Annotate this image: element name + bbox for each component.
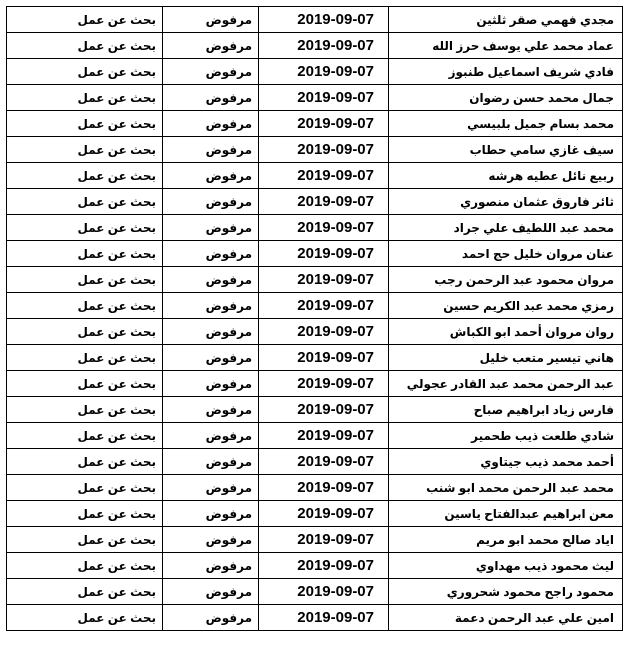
reason-cell: بحث عن عمل — [7, 423, 163, 449]
date-cell: 2019-09-07 — [259, 33, 389, 59]
status-cell: مرفوض — [163, 423, 259, 449]
table-row — [7, 111, 623, 137]
reason-cell: بحث عن عمل — [7, 137, 163, 163]
table-row — [7, 215, 623, 241]
date-cell: 2019-09-07 — [259, 449, 389, 475]
reason-cell: بحث عن عمل — [7, 501, 163, 527]
date-cell: 2019-09-07 — [259, 423, 389, 449]
name-cell: روان مروان أحمد ابو الكباش — [389, 319, 623, 345]
status-cell: مرفوض — [163, 579, 259, 605]
name-cell: سيف غازي سامي حطاب — [389, 137, 623, 163]
table-row — [7, 85, 623, 111]
reason-cell: بحث عن عمل — [7, 371, 163, 397]
status-cell: مرفوض — [163, 345, 259, 371]
table-row — [7, 371, 623, 397]
reason-cell: بحث عن عمل — [7, 553, 163, 579]
date-cell: 2019-09-07 — [259, 475, 389, 501]
table-row — [7, 527, 623, 553]
name-cell: أحمد محمد ذيب جيتاوي — [389, 449, 623, 475]
name-cell: عبد الرحمن محمد عبد القادر عجولي — [389, 371, 623, 397]
table-row — [7, 397, 623, 423]
date-cell: 2019-09-07 — [259, 397, 389, 423]
date-cell: 2019-09-07 — [259, 501, 389, 527]
date-cell: 2019-09-07 — [259, 59, 389, 85]
table-row — [7, 501, 623, 527]
reason-cell: بحث عن عمل — [7, 189, 163, 215]
status-cell: مرفوض — [163, 371, 259, 397]
table-row — [7, 293, 623, 319]
date-cell: 2019-09-07 — [259, 579, 389, 605]
status-cell: مرفوض — [163, 267, 259, 293]
status-cell: مرفوض — [163, 163, 259, 189]
table-row — [7, 423, 623, 449]
status-cell: مرفوض — [163, 449, 259, 475]
reason-cell: بحث عن عمل — [7, 319, 163, 345]
table-body — [7, 7, 623, 631]
reason-cell: بحث عن عمل — [7, 267, 163, 293]
status-cell: مرفوض — [163, 397, 259, 423]
date-cell: 2019-09-07 — [259, 241, 389, 267]
reason-cell: بحث عن عمل — [7, 59, 163, 85]
status-cell: مرفوض — [163, 319, 259, 345]
applicants-table — [6, 6, 623, 631]
reason-cell: بحث عن عمل — [7, 579, 163, 605]
status-cell: مرفوض — [163, 553, 259, 579]
reason-cell: بحث عن عمل — [7, 397, 163, 423]
table-row — [7, 189, 623, 215]
status-cell: مرفوض — [163, 189, 259, 215]
status-cell: مرفوض — [163, 215, 259, 241]
name-cell: رمزي محمد عبد الكريم حسين — [389, 293, 623, 319]
status-cell: مرفوض — [163, 59, 259, 85]
status-cell: مرفوض — [163, 501, 259, 527]
name-cell: فارس زياد ابراهيم صباح — [389, 397, 623, 423]
date-cell: 2019-09-07 — [259, 111, 389, 137]
reason-cell: بحث عن عمل — [7, 345, 163, 371]
date-cell: 2019-09-07 — [259, 371, 389, 397]
reason-cell: بحث عن عمل — [7, 527, 163, 553]
name-cell: محمد بسام جميل بلبيسي — [389, 111, 623, 137]
date-cell: 2019-09-07 — [259, 605, 389, 631]
status-cell: مرفوض — [163, 241, 259, 267]
table-row — [7, 579, 623, 605]
status-cell: مرفوض — [163, 527, 259, 553]
reason-cell: بحث عن عمل — [7, 7, 163, 33]
table-row — [7, 33, 623, 59]
reason-cell: بحث عن عمل — [7, 605, 163, 631]
name-cell: محمد عبد اللطيف علي جراد — [389, 215, 623, 241]
reason-cell: بحث عن عمل — [7, 163, 163, 189]
table-row — [7, 163, 623, 189]
date-cell: 2019-09-07 — [259, 163, 389, 189]
name-cell: ليث محمود ذيب مهداوي — [389, 553, 623, 579]
table-row — [7, 59, 623, 85]
name-cell: عماد محمد علي يوسف حرز الله — [389, 33, 623, 59]
reason-cell: بحث عن عمل — [7, 85, 163, 111]
name-cell: شادي طلعت ذيب طحمير — [389, 423, 623, 449]
name-cell: مروان محمود عبد الرحمن رجب — [389, 267, 623, 293]
date-cell: 2019-09-07 — [259, 215, 389, 241]
name-cell: ثائر فاروق عثمان منصوري — [389, 189, 623, 215]
status-cell: مرفوض — [163, 605, 259, 631]
date-cell: 2019-09-07 — [259, 85, 389, 111]
status-cell: مرفوض — [163, 293, 259, 319]
table-row — [7, 475, 623, 501]
date-cell: 2019-09-07 — [259, 137, 389, 163]
table-row — [7, 319, 623, 345]
name-cell: هاني تيسير متعب خليل — [389, 345, 623, 371]
status-cell: مرفوض — [163, 137, 259, 163]
status-cell: مرفوض — [163, 33, 259, 59]
table-row — [7, 553, 623, 579]
table-row — [7, 449, 623, 475]
date-cell: 2019-09-07 — [259, 189, 389, 215]
date-cell: 2019-09-07 — [259, 527, 389, 553]
date-cell: 2019-09-07 — [259, 267, 389, 293]
date-cell: 2019-09-07 — [259, 345, 389, 371]
name-cell: مجدي فهمي صقر ثلثين — [389, 7, 623, 33]
reason-cell: بحث عن عمل — [7, 475, 163, 501]
name-cell: محمود راجح محمود شحروري — [389, 579, 623, 605]
name-cell: عنان مروان خليل حج احمد — [389, 241, 623, 267]
reason-cell: بحث عن عمل — [7, 215, 163, 241]
table-row — [7, 137, 623, 163]
name-cell: فادي شريف اسماعيل طنبوز — [389, 59, 623, 85]
name-cell: امين علي عبد الرحمن دعمة — [389, 605, 623, 631]
reason-cell: بحث عن عمل — [7, 449, 163, 475]
table-row — [7, 7, 623, 33]
reason-cell: بحث عن عمل — [7, 33, 163, 59]
name-cell: اياد صالح محمد ابو مريم — [389, 527, 623, 553]
table-row — [7, 241, 623, 267]
reason-cell: بحث عن عمل — [7, 241, 163, 267]
date-cell: 2019-09-07 — [259, 553, 389, 579]
status-cell: مرفوض — [163, 475, 259, 501]
date-cell: 2019-09-07 — [259, 293, 389, 319]
status-cell: مرفوض — [163, 111, 259, 137]
table-row — [7, 605, 623, 631]
status-cell: مرفوض — [163, 85, 259, 111]
status-cell: مرفوض — [163, 7, 259, 33]
name-cell: محمد عبد الرحمن محمد ابو شنب — [389, 475, 623, 501]
table-row — [7, 345, 623, 371]
reason-cell: بحث عن عمل — [7, 111, 163, 137]
date-cell: 2019-09-07 — [259, 319, 389, 345]
name-cell: جمال محمد حسن رضوان — [389, 85, 623, 111]
date-cell: 2019-09-07 — [259, 7, 389, 33]
name-cell: ربيع نائل عطيه هرشه — [389, 163, 623, 189]
table-row — [7, 267, 623, 293]
reason-cell: بحث عن عمل — [7, 293, 163, 319]
name-cell: معن ابراهيم عبدالفتاح ياسين — [389, 501, 623, 527]
